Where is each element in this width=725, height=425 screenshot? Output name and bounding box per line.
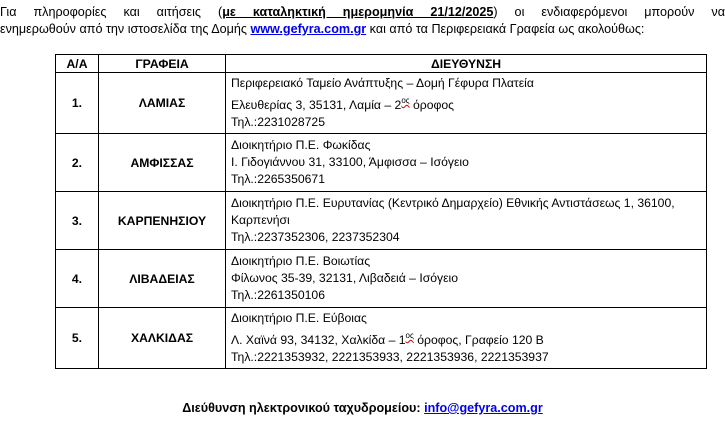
intro-line-2 bbox=[0, 21, 725, 38]
offices-table bbox=[55, 54, 707, 369]
table-row bbox=[56, 134, 707, 192]
intro-text: ενημερωθούν από την ιστοσελίδα της Δομής bbox=[0, 22, 251, 36]
address-line bbox=[231, 327, 706, 349]
address-line: Φίλωνος 35-39, 32131, Λιβαδειά – Ισόγειο bbox=[231, 271, 459, 285]
office-address bbox=[226, 73, 707, 134]
address-line: Διοικητήριο Π.Ε. Φωκίδας bbox=[231, 138, 371, 152]
office-name: ΚΑΡΠΕΝΗΣΙΟΥ bbox=[99, 192, 226, 250]
address-text: όροφος, Γραφείο 120 Β bbox=[413, 333, 544, 347]
address-line bbox=[231, 92, 706, 114]
intro-text: και από τα Περιφερειακά Γραφεία ως ακολούθως: bbox=[366, 22, 645, 36]
row-number: 4. bbox=[56, 250, 99, 308]
intro-text: ) οι ενδιαφερόμενοι μπορούν να bbox=[493, 5, 725, 19]
row-number: 5. bbox=[56, 308, 99, 369]
header-office: ΓΡΑΦΕΙΑ bbox=[99, 55, 226, 73]
office-address bbox=[226, 308, 707, 369]
phone-line: Τηλ.:2231028725 bbox=[231, 115, 325, 129]
intro-text: Για πληροφορίες και αιτήσεις ( bbox=[0, 5, 223, 19]
address-line: Διοικητήριο Π.Ε. Βοιωτίας bbox=[231, 254, 371, 268]
address-line: Διοικητήριο Π.Ε. Ευρυτανίας (Κεντρικό Δημαρχείο) Εθνικής Αντιστάσεως 1, 36100, Καρπενήσι bbox=[231, 196, 675, 227]
row-number: 3. bbox=[56, 192, 99, 250]
table-row bbox=[56, 308, 707, 369]
office-name: ΛΙΒΑΔΕΙΑΣ bbox=[99, 250, 226, 308]
phone-line: Τηλ.:2221353932, 2221353933, 2221353936, 2221353937 bbox=[231, 350, 549, 364]
intro-paragraph bbox=[0, 4, 725, 38]
address-text: Ελευθερίας 3, 35131, Λαμία – 2 bbox=[231, 98, 402, 112]
floor-suffix: ος bbox=[401, 96, 410, 105]
address-text: όροφος bbox=[409, 98, 455, 112]
row-number: 1. bbox=[56, 73, 99, 134]
phone-line: Τηλ.:2237352306, 2237352304 bbox=[231, 230, 400, 244]
phone-line: Τηλ.:2261350106 bbox=[231, 288, 325, 302]
row-number: 2. bbox=[56, 134, 99, 192]
office-name: ΛΑΜΙΑΣ bbox=[99, 73, 226, 134]
email-link[interactable]: info@gefyra.com.gr bbox=[424, 401, 543, 415]
email-label: Διεύθυνση ηλεκτρονικού ταχυδρομείου: bbox=[182, 401, 425, 415]
phone-line: Τηλ.:2265350671 bbox=[231, 172, 325, 186]
intro-line-1 bbox=[0, 4, 725, 21]
header-num: Α/Α bbox=[56, 55, 99, 73]
email-line bbox=[0, 401, 725, 415]
header-address: ΔΙΕΥΘΥΝΣΗ bbox=[226, 55, 707, 73]
office-name: ΑΜΦΙΣΣΑΣ bbox=[99, 134, 226, 192]
office-address bbox=[226, 192, 707, 250]
address-line: Ι. Γιδογιάννου 31, 33100, Άμφισσα – Ισόγειο bbox=[231, 155, 469, 169]
table-row bbox=[56, 73, 707, 134]
address-line: Περιφερειακό Ταμείο Ανάπτυξης – Δομή Γέφυρα Πλατεία bbox=[231, 76, 534, 90]
office-name: ΧΑΛΚΙΔΑΣ bbox=[99, 308, 226, 369]
table-row bbox=[56, 250, 707, 308]
address-text: Λ. Χαϊνά 93, 34132, Χαλκίδα – 1 bbox=[231, 333, 406, 347]
address-line: Διοικητήριο Π.Ε. Εύβοιας bbox=[231, 311, 367, 325]
website-link[interactable]: www.gefyra.com.gr bbox=[250, 22, 367, 36]
office-address bbox=[226, 250, 707, 308]
table-row bbox=[56, 192, 707, 250]
deadline-text: με καταληκτική ημερομηνία 21/12/2025 bbox=[222, 5, 494, 19]
floor-suffix: ος bbox=[405, 331, 414, 340]
table-header-row bbox=[56, 55, 707, 73]
office-address bbox=[226, 134, 707, 192]
